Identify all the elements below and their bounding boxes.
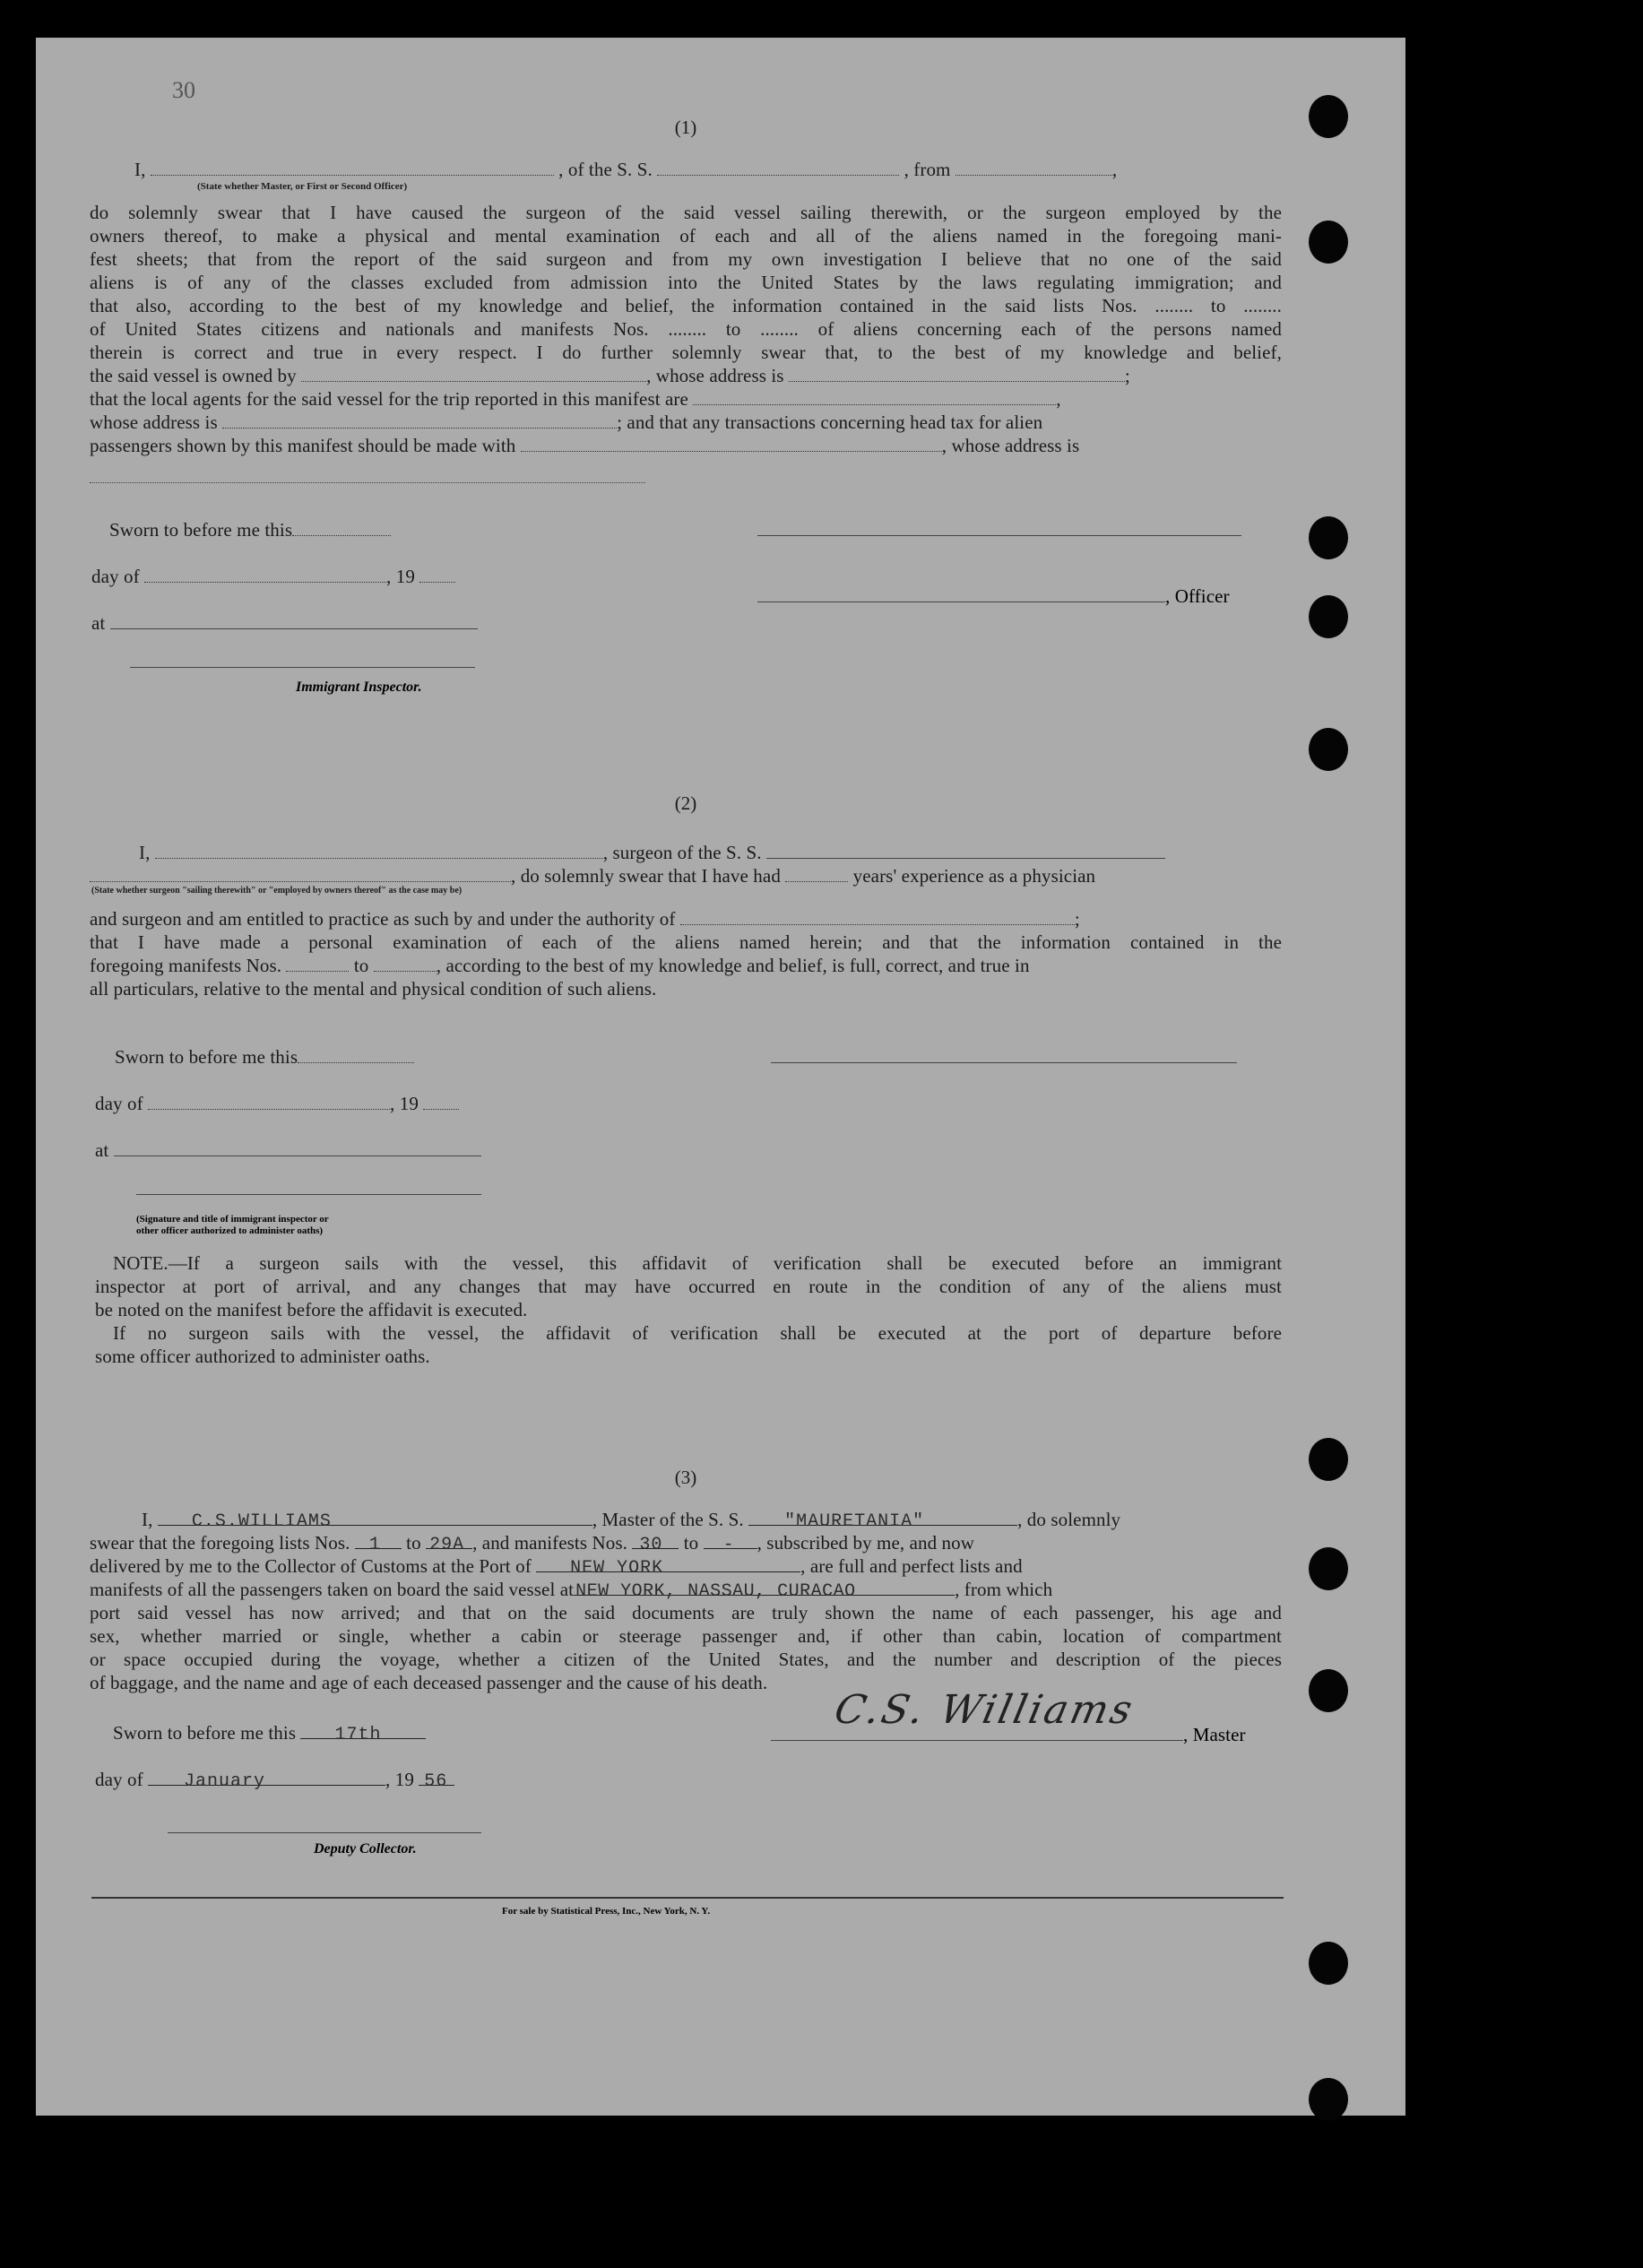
section2-at-line: at — [95, 1138, 1287, 1162]
master-signature: C.S. Williams — [830, 1687, 1139, 1733]
footer-rule — [91, 1897, 1284, 1899]
sworn-day: 17th — [334, 1725, 382, 1745]
section2-line-6: all particulars, relative to the mental and physical condition of such aliens. — [90, 978, 657, 1000]
punch-hole — [1309, 95, 1348, 138]
footer-printer: For sale by Statistical Press, Inc., New York, N. Y. — [502, 1906, 711, 1917]
section1-whose-line: whose address is ; and that any transactions concerning head tax for alien — [90, 411, 1043, 433]
punch-hole — [1309, 595, 1348, 638]
section2-number: (2) — [674, 792, 697, 814]
sworn-year: 56 — [424, 1771, 448, 1792]
punch-hole — [1309, 1547, 1348, 1590]
port-name: NEW YORK — [570, 1558, 664, 1579]
section1-signature-line — [757, 535, 1241, 536]
section3-line-6: sex, whether married or single, whether a cabin or steerage passenger and, if other than cabin, location of compartment — [90, 1625, 1282, 1647]
section1-line-7: therein is correct and true in every respect. I do further solemnly swear that, to the best of my knowledge and belief, — [90, 342, 1282, 363]
section3-sworn-line: Sworn to before me this 17th — [113, 1721, 1305, 1744]
section3-lists-line: swear that the foregoing lists Nos. 1 to 29A , and manifests Nos. 30 to - , subscribed by me, and now — [90, 1532, 975, 1555]
section2-swear-line: , do solemnly swear that I have had years' experience as a physician — [90, 864, 1282, 887]
section2-signature-line — [771, 1062, 1237, 1063]
section1-line-3: fest sheets; that from the report of the said surgeon and from my own investigation I believe that no one of the said — [90, 248, 1282, 270]
continuation-line — [90, 482, 645, 483]
punch-hole — [1309, 1669, 1348, 1712]
section1-line-5: that also, according to the best of my knowledge and belief, the information contained in the said lists Nos. ........ to ........ — [90, 295, 1282, 316]
section2-day-line: day of , 19 — [95, 1092, 1287, 1115]
manifest-from: 30 — [639, 1535, 663, 1555]
section1-line-2: owners thereof, to make a physical and mental examination of each and all of the aliens named in the foregoing mani- — [90, 225, 1282, 247]
section2-line-4: that I have made a personal examination of each of the aliens named herein; and that the information contained in the — [90, 931, 1282, 953]
departure-ports: NEW YORK, NASSAU, CURACAO — [575, 1581, 856, 1602]
section3-day-line: day of January , 19 56 — [95, 1768, 1287, 1791]
document-page — [36, 38, 1405, 2116]
manifest-to: - — [722, 1535, 735, 1555]
list-to: 29A — [429, 1535, 465, 1555]
list-from: 1 — [368, 1535, 381, 1555]
surgeon-note: (State whether surgeon "sailing therewith" or "employed by owners thereof" as the case may be) — [91, 886, 463, 896]
punch-hole — [1309, 221, 1348, 264]
section1-sworn-line: Sworn to before me this — [109, 518, 1301, 541]
section3-line-8: of baggage, and the name and age of each deceased passenger and the cause of his death. — [90, 1672, 768, 1693]
section2-line-3: and surgeon and am entitled to practice as such by and under the authority of ; — [90, 908, 1080, 930]
section1-agents-line: that the local agents for the said vessel for the trip reported in this manifest are , — [90, 388, 1061, 410]
manifest-number: 30 — [172, 77, 195, 103]
punch-hole — [1309, 1942, 1348, 1985]
punch-hole — [1309, 2078, 1348, 2121]
master-name: C.S.WILLIAMS — [191, 1511, 332, 1532]
inspector-signature-line — [130, 667, 475, 668]
note2-line-1: If no surgeon sails with the vessel, the affidavit of verification shall be executed at the port of departure before — [113, 1322, 1282, 1344]
section1-line-4: aliens is of any of the classes excluded from admission into the United States by the laws regulating immigration; and — [90, 272, 1282, 293]
section2-sworn-line: Sworn to before me this — [115, 1045, 1307, 1069]
section2-officer-line — [136, 1194, 481, 1195]
section1-passengers-line: passengers shown by this manifest should be made with , whose address is — [90, 435, 1080, 456]
section1-line-6: of United States citizens and nationals and manifests Nos. ........ to ........ of aliens concerning each of the persons named — [90, 318, 1282, 340]
section3-line-5: port said vessel has now arrived; and that on the said documents are truly shown the name of each passenger, his age and — [90, 1602, 1282, 1623]
deputy-collector-line — [168, 1832, 481, 1833]
sworn-month: January — [184, 1771, 266, 1792]
punch-hole — [1309, 1438, 1348, 1481]
section1-opening-line: I, , of the S. S. , from , — [134, 159, 1118, 180]
section1-day-line: day of , 19 — [91, 565, 1284, 588]
note-line-2: inspector at port of arrival, and any changes that may have occurred en route in the condition of any of the aliens must — [95, 1276, 1282, 1297]
section1-at-line: at — [91, 611, 1284, 635]
deputy-collector-label: Deputy Collector. — [314, 1841, 417, 1857]
section3-opening-line: I, C.S.WILLIAMS , Master of the S. S. "MAURETANIA" , do solemnly — [142, 1509, 1121, 1532]
section3-port-line: delivered by me to the Collector of Customs at the Port of NEW YORK , are full and perfect lists and — [90, 1555, 1023, 1579]
signature-note-2: other officer authorized to administer oaths) — [136, 1225, 324, 1236]
section1-officer-line: , Officer — [757, 584, 1230, 608]
note-line-3: be noted on the manifest before the affidavit is executed. — [95, 1299, 528, 1320]
punch-hole — [1309, 516, 1348, 559]
vessel-name: "MAURETANIA" — [784, 1511, 925, 1532]
note2-line-2: some officer authorized to administer oaths. — [95, 1346, 430, 1367]
section1-line-1: do solemnly swear that I have caused the surgeon of the said vessel sailing therewith, or the surgeon employed by the — [90, 202, 1282, 223]
section3-line-7: or space occupied during the voyage, whether a citizen of the United States, and the number and description of the pieces — [90, 1649, 1282, 1670]
section2-opening-line: I, , surgeon of the S. S. — [90, 841, 1282, 864]
note-line-1: NOTE.—If a surgeon sails with the vessel, this affidavit of verification shall be executed before an immigrant — [113, 1252, 1282, 1274]
punch-hole — [1309, 728, 1348, 771]
master-note: (State whether Master, or First or Second Officer) — [197, 181, 408, 192]
section1-owned-line: the said vessel is owned by , whose address is ; — [90, 365, 1130, 386]
section1-number: (1) — [674, 117, 697, 138]
section3-number: (3) — [674, 1467, 697, 1488]
immigrant-inspector-label: Immigrant Inspector. — [296, 680, 422, 695]
master-signature-line: , Master C.S. Williams — [771, 1723, 1291, 1746]
section2-line-5: foregoing manifests Nos. to , according to the best of my knowledge and belief, is full, correct, and true in — [90, 955, 1030, 976]
signature-note-1: (Signature and title of immigrant inspector or — [136, 1214, 329, 1225]
section3-ports-line: manifests of all the passengers taken on board the said vessel at NEW YORK, NASSAU, CURACAO , from which — [90, 1579, 1053, 1602]
